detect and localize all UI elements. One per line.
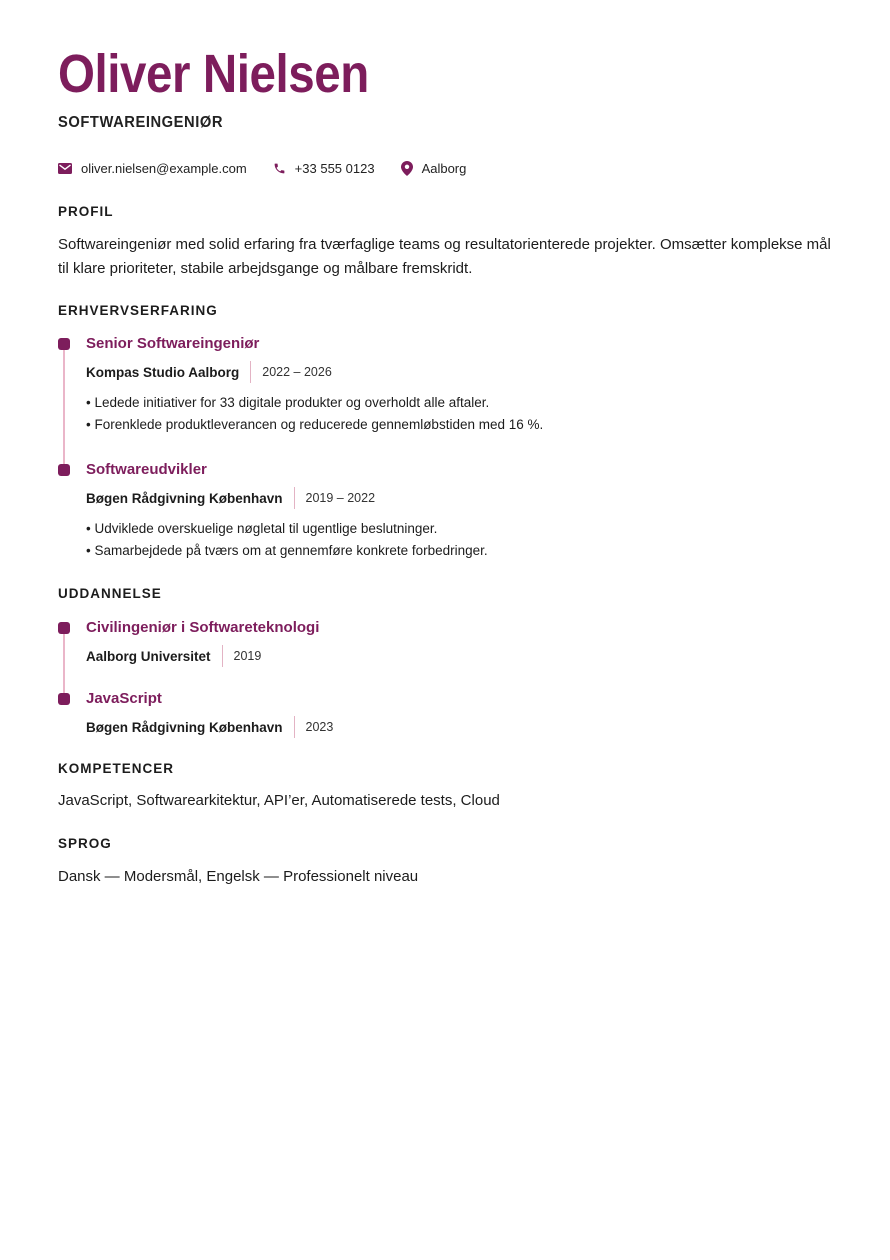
bullet-item: • Udviklede overskuelige nøgletal til ugentlige beslutninger. — [86, 521, 438, 536]
education-meta — [86, 716, 333, 738]
phone-icon — [273, 162, 286, 175]
experience-bullets — [86, 392, 543, 436]
meta-divider — [294, 487, 295, 509]
contact-bar — [58, 158, 492, 178]
contact-phone[interactable] — [273, 161, 375, 176]
education-title: JavaScript — [86, 690, 162, 707]
experience-dates: 2022 – 2026 — [262, 365, 332, 379]
bullet-item: • Ledede initiativer for 33 digitale produkter og overholdt alle aftaler. — [86, 395, 490, 410]
education-date: 2019 — [233, 649, 262, 663]
contact-location-text: Aalborg — [421, 160, 467, 176]
education-institution: Bøgen Rådgivning København — [86, 719, 283, 735]
job-title: SOFTWAREINGENIØR — [58, 114, 224, 131]
education-date: 2023 — [305, 720, 334, 734]
contact-location — [401, 161, 467, 176]
contact-email[interactable] — [58, 161, 247, 176]
contact-phone-text: +33 555 0123 — [294, 160, 375, 176]
experience-bullets — [86, 518, 488, 562]
location-pin-icon — [401, 161, 413, 176]
meta-divider — [250, 361, 251, 383]
bullet-item: • Forenklede produktleverancen og reducerede gennemløbstiden med 16 %. — [86, 417, 544, 432]
experience-timeline — [58, 335, 838, 575]
candidate-name: Oliver Nielsen — [58, 44, 369, 104]
timeline-marker — [58, 622, 70, 634]
experience-title: Softwareudvikler — [86, 461, 207, 478]
contact-email-text: oliver.nielsen@example.com — [81, 160, 247, 176]
skills-heading: KOMPETENCER — [58, 761, 175, 776]
experience-meta — [86, 487, 375, 509]
experience-title: Senior Softwareingeniør — [86, 335, 260, 352]
meta-divider — [222, 645, 223, 667]
timeline-marker — [58, 464, 70, 476]
languages-list: Dansk — Modersmål, Engelsk — Professionelt niveau — [58, 868, 419, 885]
education-meta — [86, 645, 261, 667]
timeline-line — [63, 628, 65, 699]
education-timeline — [58, 619, 838, 744]
experience-dates: 2019 – 2022 — [305, 491, 376, 505]
languages-heading: SPROG — [58, 836, 112, 851]
experience-heading: ERHVERVSERFARING — [58, 303, 218, 318]
experience-company: Bøgen Rådgivning København — [86, 490, 283, 506]
education-heading: UDDANNELSE — [58, 586, 162, 601]
education-title: Civilingeniør i Softwareteknologi — [86, 619, 320, 636]
meta-divider — [294, 716, 295, 738]
timeline-marker — [58, 693, 70, 705]
mail-icon — [58, 163, 72, 174]
skills-list: JavaScript, Softwarearkitektur, API’er, Automatiserede tests, Cloud — [58, 792, 500, 809]
bullet-item: • Samarbejdede på tværs om at gennemføre konkrete forbedringer. — [86, 543, 488, 558]
experience-company: Kompas Studio Aalborg — [86, 364, 240, 380]
profile-heading: PROFIL — [58, 204, 114, 219]
experience-meta — [86, 361, 332, 383]
profile-summary: Softwareingeniør med solid erfaring fra tværfaglige teams og resultatorienterede projekter. Omsætter komplekse mål til klare prioriteter, stabile arbejdsgange og målbare fremskridt. — [58, 236, 831, 277]
education-institution: Aalborg Universitet — [86, 648, 211, 664]
timeline-line — [63, 344, 65, 470]
timeline-marker — [58, 338, 70, 350]
